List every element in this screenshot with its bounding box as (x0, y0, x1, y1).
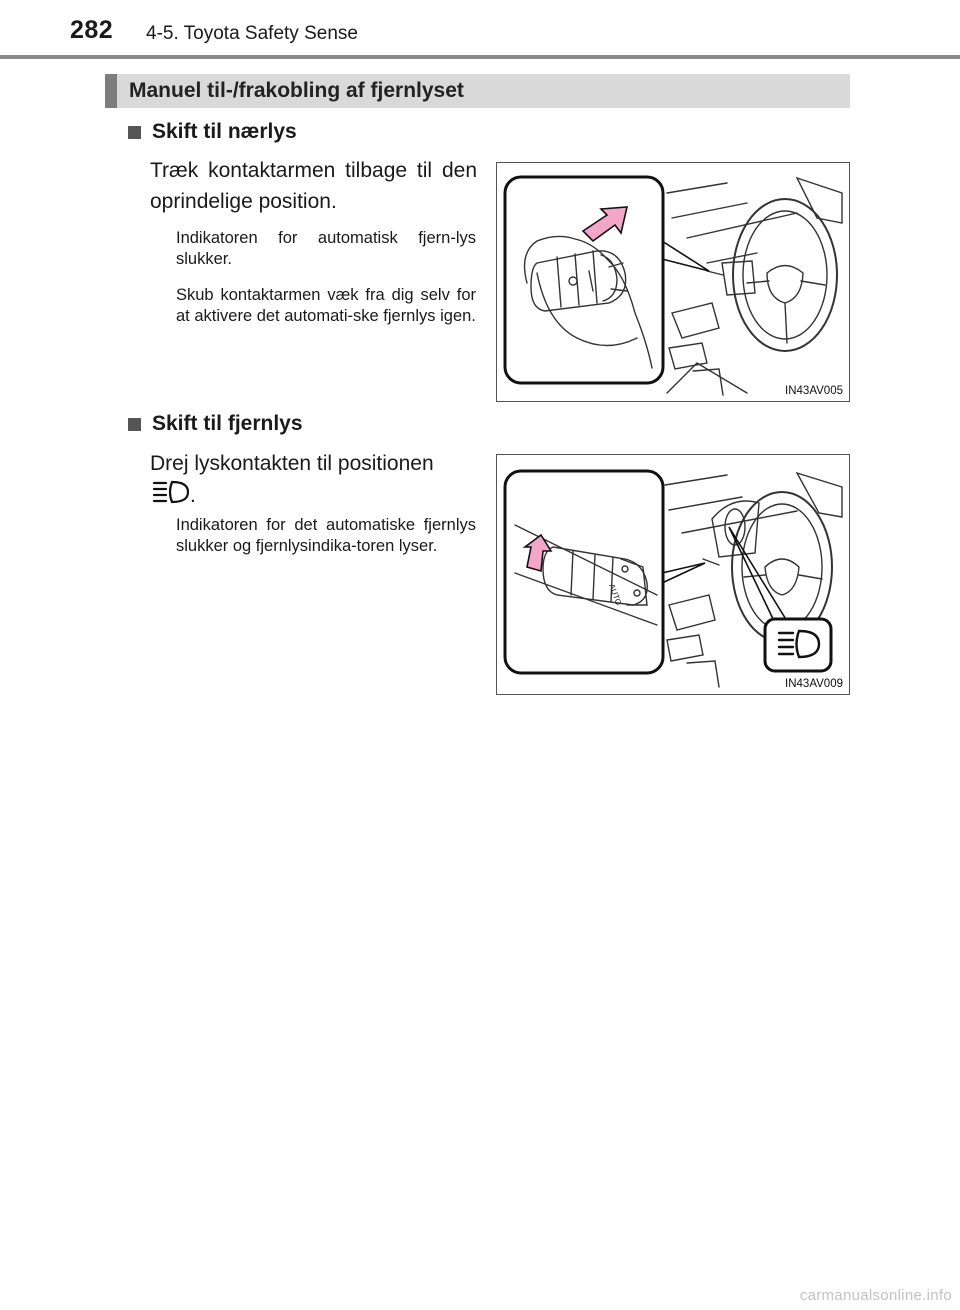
figure-high-beam-illustration (497, 455, 850, 695)
low-beam-instruction: Træk kontaktarmen tilbage til den oprindelige position. (150, 159, 477, 213)
bullet-square-icon (128, 418, 141, 431)
low-beam-note-2: Skub kontaktarmen væk fra dig selv for at aktivere det automati-ske fjernlys igen. (176, 286, 476, 325)
high-beam-instruction-text: Drej lyskontakten til positionen (150, 452, 434, 475)
subhead-high-beam-label: Skift til fjernlys (152, 412, 303, 435)
watermark: carmanualsonline.info (799, 1287, 952, 1304)
figure-low-beam-illustration (497, 163, 850, 402)
high-beam-instruction-end: . (190, 484, 196, 508)
figure-low-beam-code: IN43AV005 (785, 385, 843, 397)
subhead-high-beam (128, 412, 303, 436)
subhead-low-beam (128, 120, 297, 144)
low-beam-note-1: Indikatoren for automatisk fjern-lys slukker. (176, 229, 476, 268)
high-beam-instruction (150, 448, 477, 514)
page-number: 282 (70, 16, 114, 44)
bullet-square-icon (128, 126, 141, 139)
section-heading (105, 74, 850, 108)
subhead-low-beam-label: Skift til nærlys (152, 120, 297, 143)
high-beam-note: Indikatoren for det automatiske fjernlys slukker og fjernlysindika-toren lyser. (176, 516, 476, 555)
figure-high-beam-code: IN43AV009 (785, 678, 843, 690)
figure-low-beam (496, 162, 850, 402)
high-beam-inline-icon (152, 479, 190, 514)
chapter-title: 4-5. Toyota Safety Sense (146, 23, 358, 44)
header-rule (0, 55, 960, 59)
switch-auto-text: AUTO (607, 582, 624, 607)
section-title: Manuel til-/frakobling af fjernlyset (129, 79, 464, 102)
figure-high-beam (496, 454, 850, 695)
